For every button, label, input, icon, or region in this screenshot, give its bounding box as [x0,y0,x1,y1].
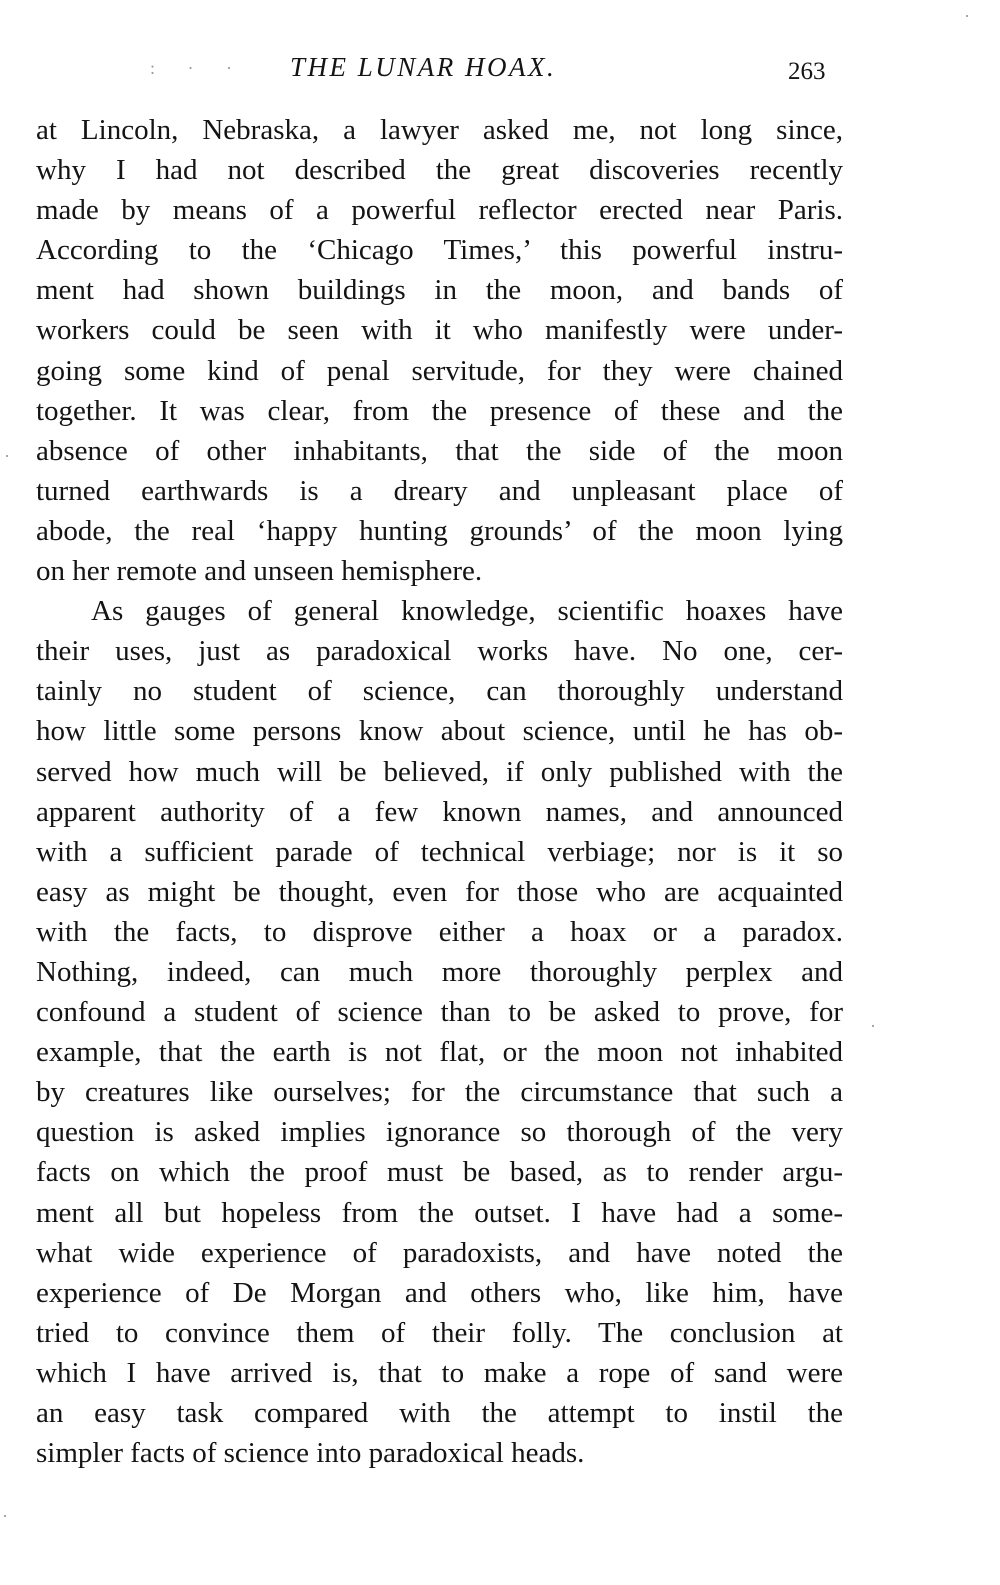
text-line: an easy task compared with the attempt to instil the [36,1397,843,1429]
running-header [0,52,1000,92]
text-line: easy as might be thought, even for those who are acquainted [36,875,843,908]
text-line: by creatures like ourselves; for the circumstance that such a [36,1076,843,1109]
text-line: why I had not described the great discoveries recently [36,154,843,187]
text-line: made by means of a powerful reflector erected near Paris. [36,194,843,227]
page-number: 263 [788,58,826,85]
text-line: how little some persons know about science, until he has ob- [36,715,843,748]
text-line: abode, the real ‘happy hunting grounds’ of the moon lying [36,514,843,547]
header-specks: : · · [150,58,246,78]
text-line: apparent authority of a few known names, and announced [36,795,843,828]
text-line: facts on which the proof must be based, as to render argu- [36,1156,843,1189]
text-line: what wide experience of paradoxists, and have noted the [36,1236,843,1269]
text-line: tainly no student of science, can thoroughly understand [36,675,843,708]
text-line: served how much will be believed, if only published with the [36,755,843,788]
text-line: on her remote and unseen hemisphere. [36,555,483,588]
text-line: together. It was clear, from the presence of these and the [36,394,843,427]
text-line: at Lincoln, Nebraska, a lawyer asked me, not long since, [36,114,843,146]
running-title: THE LUNAR HOAX. [290,52,557,82]
text-line: As gauges of general knowledge, scientific hoaxes have [91,595,843,628]
text-line: workers could be seen with it who manifestly were under- [36,314,843,347]
text-line: turned earthwards is a dreary and unpleasant place of [36,474,843,507]
text-line: example, that the earth is not flat, or the moon not inhabited [36,1036,843,1069]
scan-speck [872,1025,874,1027]
text-line: simpler facts of science into paradoxical heads. [36,1437,585,1470]
text-line: absence of other inhabitants, that the side of the moon [36,434,843,467]
text-line: their uses, just as paradoxical works have. No one, cer- [36,635,843,668]
paragraph-1 [36,110,843,591]
text-line: with the facts, to disprove either a hoax or a paradox. [36,915,843,948]
text-line: experience of De Morgan and others who, like him, have [36,1276,843,1309]
text-line: with a sufficient parade of technical verbiage; nor is it so [36,835,843,868]
body-text [36,110,843,1473]
text-line: going some kind of penal servitude, for they were chained [36,354,843,387]
text-line: which I have arrived is, that to make a rope of sand were [36,1356,843,1389]
text-line: question is asked implies ignorance so thorough of the very [36,1116,843,1149]
text-line: According to the ‘Chicago Times,’ this powerful instru- [36,234,843,267]
scan-speck [6,455,8,457]
scan-speck [4,1515,6,1517]
text-line: Nothing, indeed, can much more thoroughly perplex and [36,955,843,988]
text-line: confound a student of science than to be asked to prove, for [36,996,843,1029]
text-line: ment all but hopeless from the outset. I have had a some- [36,1196,843,1229]
text-line: tried to convince them of their folly. The conclusion at [36,1316,843,1349]
text-line: ment had shown buildings in the moon, and bands of [36,274,843,307]
scan-speck [966,15,968,17]
paragraph-2 [36,591,843,1473]
